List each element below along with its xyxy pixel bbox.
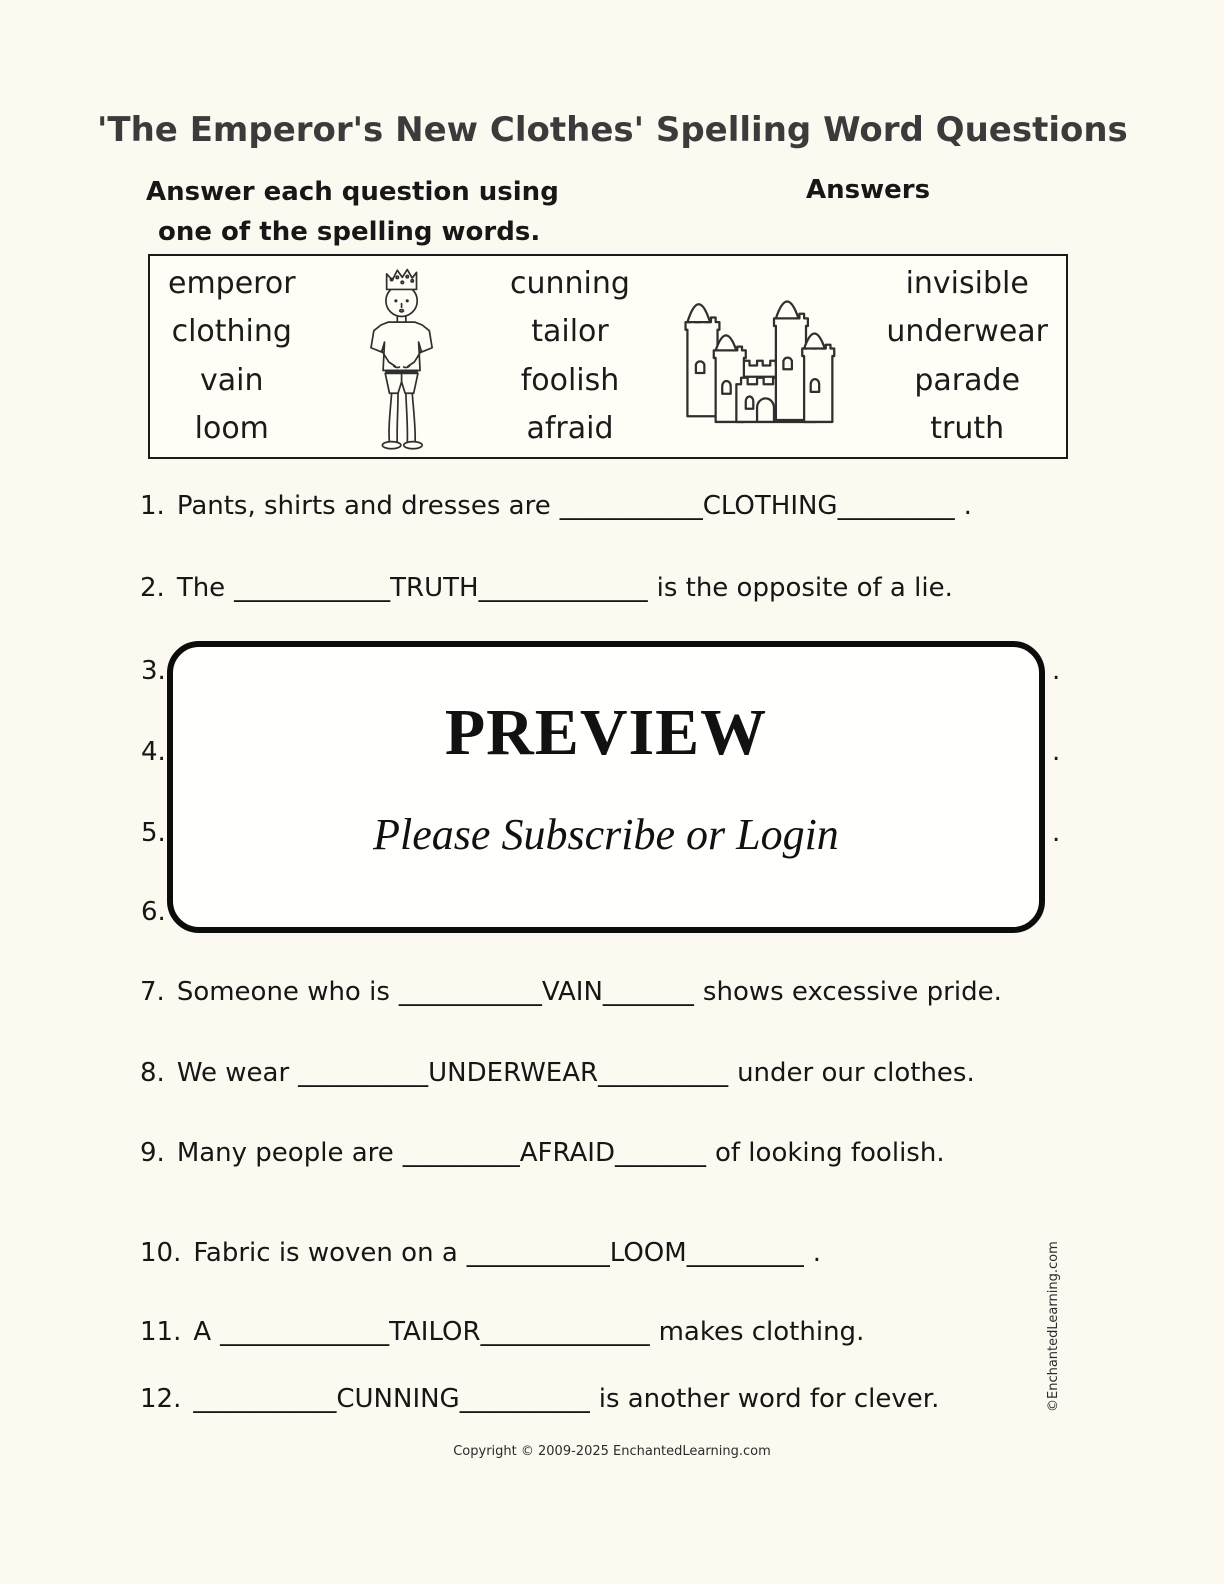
question-row-11 xyxy=(140,1318,864,1348)
answers-heading: Answers xyxy=(806,175,931,205)
question-row-2 xyxy=(140,574,953,604)
answer-word: CUNNING xyxy=(336,1384,460,1414)
question-text: A xyxy=(193,1317,212,1347)
question-number: 8. xyxy=(140,1058,165,1088)
question-number: 12. xyxy=(140,1384,182,1414)
question-row-7 xyxy=(140,978,1002,1008)
word-bank-word: parade xyxy=(914,362,1021,398)
question-fragment-period: . xyxy=(1052,656,1061,686)
word-bank-word: vain xyxy=(200,362,264,398)
answer-blank: _________ xyxy=(837,491,955,521)
instructions-line2: one of the spelling words. xyxy=(158,217,541,247)
question-number: 7. xyxy=(140,977,165,1007)
preview-title: PREVIEW xyxy=(444,696,768,769)
question-text: Someone who is xyxy=(176,977,390,1007)
answer-blank: _________ xyxy=(402,1138,520,1168)
question-number: 2. xyxy=(140,573,165,603)
question-number: 9. xyxy=(140,1138,165,1168)
question-row-12 xyxy=(140,1385,939,1415)
question-number-6: 6. xyxy=(141,897,166,927)
question-text: makes clothing. xyxy=(658,1317,865,1347)
question-text: Pants, shirts and dresses are xyxy=(176,491,551,521)
emperor-clipart-icon xyxy=(344,260,462,453)
word-bank-column-2 xyxy=(510,260,630,453)
question-number: 10. xyxy=(140,1238,182,1268)
question-row-9 xyxy=(140,1139,945,1169)
question-text: of looking foolish. xyxy=(714,1138,945,1168)
word-bank-word: foolish xyxy=(520,362,620,398)
word-bank-word: invisible xyxy=(905,266,1029,302)
question-text: Fabric is woven on a xyxy=(193,1238,458,1268)
question-text: We wear xyxy=(176,1058,290,1088)
question-text: Many people are xyxy=(176,1138,394,1168)
question-fragment-period: . xyxy=(1052,737,1061,767)
word-bank-column-1 xyxy=(168,260,296,453)
answer-blank: _____________ xyxy=(480,1317,650,1347)
answer-blank: _____________ xyxy=(220,1317,390,1347)
answer-blank: _______ xyxy=(602,977,694,1007)
answer-blank: _____________ xyxy=(478,573,648,603)
question-number-5: 5. xyxy=(141,818,166,848)
word-bank-word: clothing xyxy=(171,314,292,350)
question-number-3: 3. xyxy=(141,656,166,686)
answer-blank: ___________ xyxy=(559,491,703,521)
question-text: under our clothes. xyxy=(737,1058,975,1088)
question-number: 1. xyxy=(140,491,165,521)
question-row-1 xyxy=(140,492,972,522)
answer-word: TRUTH xyxy=(390,573,479,603)
answer-blank: _______ xyxy=(614,1138,706,1168)
word-bank-word: tailor xyxy=(531,314,609,350)
question-text: is another word for clever. xyxy=(598,1384,940,1414)
subscribe-login-prompt[interactable]: Please Subscribe or Login xyxy=(373,810,839,859)
word-bank-word: afraid xyxy=(526,410,614,446)
question-text: The xyxy=(176,573,226,603)
word-bank-word: loom xyxy=(194,410,269,446)
question-row-10 xyxy=(140,1239,821,1269)
word-bank-box xyxy=(148,254,1068,459)
word-bank-word: underwear xyxy=(886,314,1048,350)
word-bank-word: truth xyxy=(930,410,1005,446)
question-text: is the opposite of a lie. xyxy=(656,573,953,603)
answer-word: AFRAID xyxy=(519,1138,615,1168)
answer-blank: _________ xyxy=(686,1238,804,1268)
word-bank-word: cunning xyxy=(510,266,630,302)
answer-blank: ___________ xyxy=(193,1384,337,1414)
question-number: 11. xyxy=(140,1317,182,1347)
answer-word: UNDERWEAR xyxy=(428,1058,599,1088)
answer-blank: __________ xyxy=(598,1058,729,1088)
answer-blank: __________ xyxy=(459,1384,590,1414)
question-text: . xyxy=(812,1238,821,1268)
question-row-8 xyxy=(140,1059,975,1089)
preview-overlay[interactable] xyxy=(167,641,1045,933)
answer-blank: ____________ xyxy=(234,573,391,603)
answer-blank: ___________ xyxy=(466,1238,610,1268)
copyright-notice: Copyright © 2009-2025 EnchantedLearning.com xyxy=(453,1444,771,1459)
answer-word: LOOM xyxy=(609,1238,687,1268)
word-bank-column-3 xyxy=(886,260,1048,453)
castle-clipart-icon xyxy=(678,260,838,453)
question-text: shows excessive pride. xyxy=(702,977,1002,1007)
vertical-branding: ©EnchantedLearning.com xyxy=(1046,1241,1061,1412)
answer-word: CLOTHING xyxy=(702,491,838,521)
question-number-4: 4. xyxy=(141,737,166,767)
answer-word: TAILOR xyxy=(389,1317,481,1347)
answer-word: VAIN xyxy=(541,977,603,1007)
page-title: 'The Emperor's New Clothes' Spelling Word Questions xyxy=(97,110,1128,150)
question-fragment-period: . xyxy=(1052,818,1061,848)
word-bank-word: emperor xyxy=(168,266,296,302)
answer-blank: ___________ xyxy=(398,977,542,1007)
question-text: . xyxy=(963,491,972,521)
instructions-line1: Answer each question using xyxy=(146,177,559,207)
answer-blank: __________ xyxy=(298,1058,429,1088)
